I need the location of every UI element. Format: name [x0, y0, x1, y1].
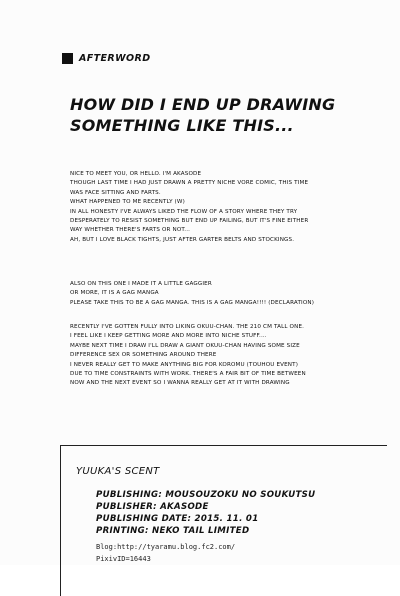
title-line: HOW DID I END UP DRAWING: [70, 95, 336, 114]
text-line: DIFFERENCE SEX OR SOMETHING AROUND THERE: [70, 352, 217, 359]
publisher-line: PUBLISHER: AKASODE: [96, 502, 209, 512]
blog-url: Blog:http://tyaramu.blog.fc2.com/: [96, 543, 236, 551]
header-square-marker: [62, 53, 73, 64]
text-line: WAS FACE SITTING AND FARTS.: [70, 189, 161, 196]
text-line: NICE TO MEET YOU, OR HELLO. I'M AKASODE: [70, 171, 202, 177]
printing-line: PRINTING: NEKO TAIL LIMITED: [96, 526, 250, 536]
text-line: NOW AND THE NEXT EVENT SO I WANNA REALLY GET AT IT WITH DRAWING: [70, 380, 290, 387]
text-line: AH, BUT I LOVE BLACK TIGHTS, JUST AFTER GARTER BELTS AND STOCKINGS.: [70, 236, 295, 243]
text-line: IN ALL HONESTY I'VE ALWAYS LIKED THE FLOW OF A STORY WHERE THEY TRY: [70, 208, 298, 215]
text-line: THOUGH LAST TIME I HAD JUST DRAWN A PRETTY NICHE VORE COMIC, THIS TIME: [70, 180, 309, 187]
text-line: WHAT HAPPENED TO ME RECENTLY (W): [70, 199, 185, 206]
text-line: I FEEL LIKE I KEEP GETTING MORE AND MORE INTO NICHE STUFF....: [70, 333, 267, 340]
afterword-title: [70, 94, 380, 136]
text-line: DESPERATELY TO RESIST SOMETHING BUT END UP FAILING, BUT IT'S FINE EITHER: [70, 218, 309, 225]
pixiv-id: PixivID=16443: [96, 555, 151, 563]
text-line: DUE TO TIME CONSTRAINTS WITH WORK. THERE'S A FAIR BIT OF TIME BETWEEN: [70, 371, 306, 378]
text-line: PLEASE TAKE THIS TO BE A GAG MANGA. THIS IS A GAG MANGA!!!! (DECLARATION): [70, 299, 315, 306]
section-header: [62, 53, 150, 64]
text-line: ALSO ON THIS ONE I MADE IT A LITTLE GAGGIER: [70, 281, 212, 287]
title-line: SOMETHING LIKE THIS...: [70, 116, 294, 135]
paragraph-gag-manga: [70, 280, 390, 308]
text-line: I NEVER REALLY GET TO MAKE ANYTHING BIG FOR KOROMU (TOUHOU EVENT): [70, 361, 299, 368]
text-line: WAY WHETHER THERE'S FARTS OR NOT...: [70, 227, 191, 234]
publishing-date-line: PUBLISHING DATE: 2015. 11. 01: [96, 514, 259, 524]
publishing-line: PUBLISHING: MOUSOUZOKU NO SOUKUTSU: [96, 490, 316, 500]
paragraph-recent: [70, 323, 390, 389]
text-line: MAYBE NEXT TIME I DRAW I'LL DRAW A GIANT OKUU-CHAN HAVING SOME SIZE: [70, 342, 300, 349]
text-line: RECENTLY I'VE GOTTEN FULLY INTO LIKING OKUU-CHAN. THE 210 CM TALL ONE.: [70, 324, 305, 330]
text-line: OR MORE, IT IS A GAG MANGA: [70, 290, 159, 297]
book-title: YUUKA'S SCENT: [76, 466, 160, 477]
section-header-label: AFTERWORD: [79, 53, 151, 64]
paragraph-intro: [70, 170, 390, 245]
